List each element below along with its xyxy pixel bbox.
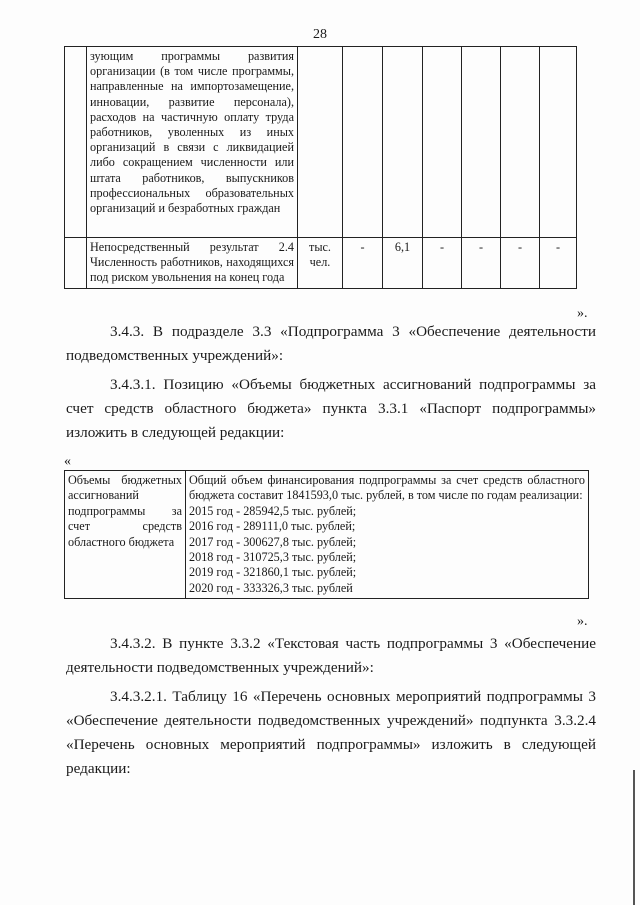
row2-text: Непосредственный результат 2.4 Численность работников, находящихся под риском увольнения на конец года bbox=[87, 238, 298, 289]
closing-quote: ». bbox=[577, 614, 588, 629]
table-row bbox=[65, 47, 577, 238]
budget-table bbox=[64, 470, 589, 599]
budget-year: 2016 год - 289111,0 тыс. рублей; bbox=[189, 519, 356, 534]
paragraph-3-4-3-1: 3.4.3.1. Позицию «Объемы бюджетных ассигнований подпрограммы за счет средств областного бюджета» пункта 3.3.1 «Паспорт подпрограммы» изложить в следующей редакции: bbox=[66, 376, 596, 441]
paragraph-3-4-3-2: 3.4.3.2. В пункте 3.3.2 «Текстовая часть подпрограммы 3 «Обеспечение деятельности подведомственных учреждений»: bbox=[66, 635, 596, 676]
results-table bbox=[64, 46, 577, 289]
paragraph-3-4-3-2-1: 3.4.3.2.1. Таблицу 16 «Перечень основных мероприятий подпрограммы 3 «Обеспечение деятельности подведомственных учреждений» подпункта 3.3.2.4 «Перечень основных мероприятий подпрограммы» изложить в следующей редакции: bbox=[66, 688, 596, 777]
budget-year: 2020 год - 333326,3 тыс. рублей bbox=[189, 580, 353, 595]
page-number: 28 bbox=[313, 27, 327, 42]
row2-value: - bbox=[501, 238, 540, 289]
budget-year: 2015 год - 285942,5 тыс. рублей; bbox=[189, 503, 357, 518]
budget-year: 2017 год - 300627,8 тыс. рублей; bbox=[189, 534, 357, 549]
row2-value: - bbox=[462, 238, 501, 289]
row1-text: зующим программы развития организации (в том числе программы, направленные на импортозамещение, инновации, развитие персонала), расходов на частичную оплату труда работников, уволенных из иных организаций в связи с ликвидацией либо сокращением численности или штата работников, выпускников профессиональных образовательных организаций и безработных граждан bbox=[87, 47, 298, 238]
budget-year: 2019 год - 321860,1 тыс. рублей; bbox=[189, 565, 357, 580]
paragraph-3-4-3: 3.4.3. В подразделе 3.3 «Подпрограмма 3 «Обеспечение деятельности подведомственных учреждений»: bbox=[66, 323, 596, 364]
budget-label: Объемы бюджетных ассигнований подпрограммы за счет средств областного бюджета bbox=[65, 471, 186, 599]
scan-edge-line bbox=[633, 770, 635, 905]
row2-unit: тыс. чел. bbox=[298, 238, 343, 289]
row2-value: - bbox=[343, 238, 383, 289]
closing-quote: ». bbox=[577, 306, 588, 321]
budget-intro: Общий объем финансирования подпрограммы за счет средств областного бюджета составит 1841593,0 тыс. рублей, в том числе по годам реализации: bbox=[189, 473, 585, 503]
opening-quote: « bbox=[64, 454, 71, 469]
table-row bbox=[65, 238, 577, 289]
table-row bbox=[65, 471, 589, 599]
budget-year: 2018 год - 310725,3 тыс. рублей; bbox=[189, 550, 357, 565]
row2-value: 6,1 bbox=[383, 238, 423, 289]
row2-value: - bbox=[540, 238, 577, 289]
row2-value: - bbox=[423, 238, 462, 289]
budget-details bbox=[186, 471, 589, 599]
